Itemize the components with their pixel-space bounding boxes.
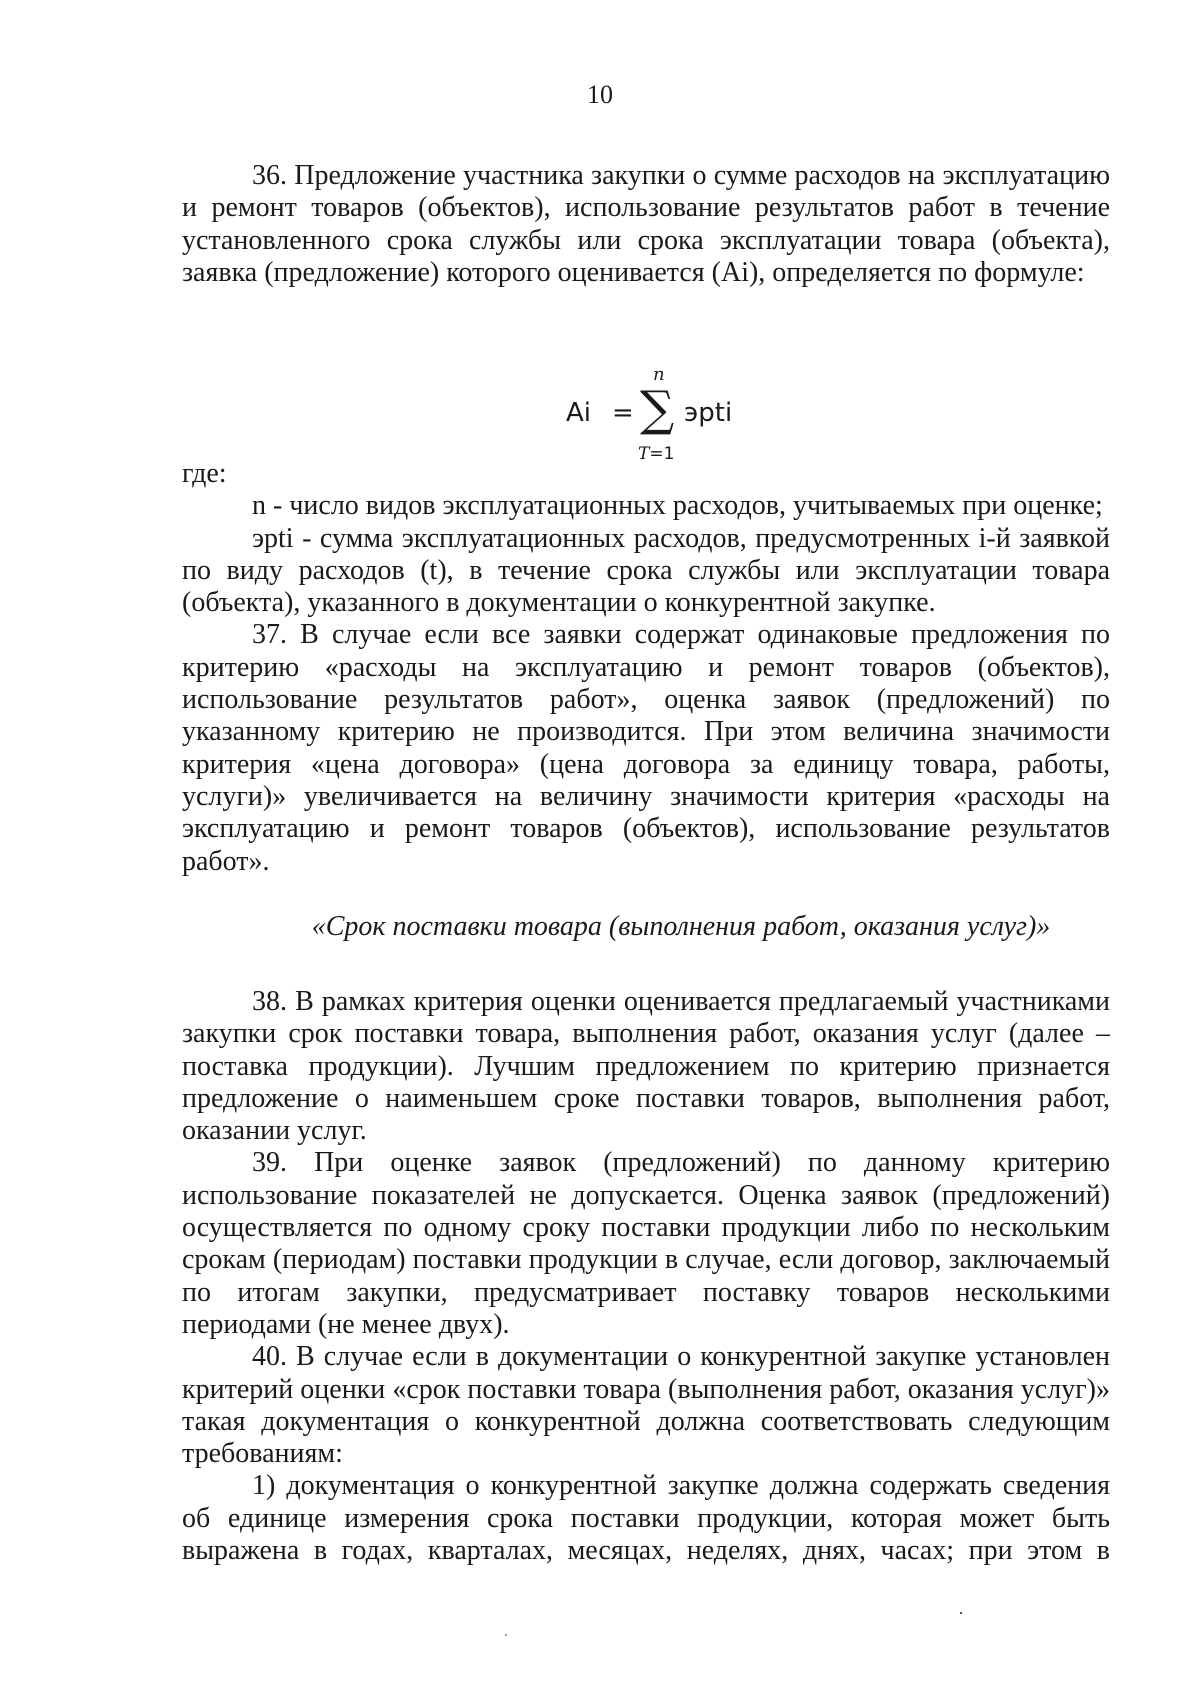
paragraph-36: 36. Предложение участника закупки о сумме расходов на эксплуатацию и ремонт товаров (объектов), использование результатов работ в течение установленного срока службы или срока эксплуатации товара (объекта), заявка (предложение) которого оценивается (Ai), определяется по формуле:	[182, 160, 1110, 288]
list-item-1: 1) документация о конкурентной закупке должна содержать сведения об единице измерения срока поставки продукции, которая может быть выражена в годах, кварталах, месяцах, неделях, днях, часах; при этом в	[182, 1470, 1110, 1567]
paragraph-block-2	[182, 458, 1110, 878]
formula-upper-limit: n	[653, 364, 665, 385]
summation-symbol: ∑	[640, 381, 675, 437]
paragraph-block-3	[182, 986, 1110, 1567]
paragraph-39: 39. При оценке заявок (предложений) по данному критерию использование показателей не допускается. Оценка заявок (предложений) осуществляется по одному сроку поставки продукции либо по нескольким срокам (периодам) поставки продукции в случае, если договор, заключаемый по итогам закупки, предусматривает поставку товаров несколькими периодами (не менее двух).	[182, 1147, 1110, 1340]
definition-n: n - число видов эксплуатационных расходов, учитываемых при оценке;	[252, 490, 1103, 522]
formula-lower-var: T	[638, 444, 650, 464]
paragraph-block-1	[182, 160, 1110, 289]
paragraph-38: 38. В рамках критерия оценки оценивается предлагаемый участниками закупки срок поставки товара, выполнения работ, оказания услуг (далее – поставка продукции). Лучшим предложением по критерию признается предложение о наименьшем сроке поставки товаров, выполнения работ, оказании услуг.	[182, 986, 1110, 1147]
where-label: где:	[182, 458, 227, 489]
formula-lhs: Ai	[566, 398, 592, 428]
formula-equals: =	[612, 398, 634, 428]
section-heading: «Срок поставки товара (выполнения работ, оказания услуг)»	[311, 911, 1051, 942]
formula-ai	[560, 360, 780, 470]
paragraph-37: 37. В случае если все заявки содержат одинаковые предложения по критерию «расходы на эксплуатацию и ремонт товаров (объектов), использование результатов работ», оценка заявок (предложений) по указанному критерию не производится. При этом величина значимости критерия «цена договора» (цена договора за единицу товара, работы, услуги)» увеличивается на величину значимости критерия «расходы на эксплуатацию и ремонт товаров (объектов), использование результатов работ».	[182, 619, 1110, 877]
page-number: 10	[587, 80, 613, 109]
scan-speck	[960, 1612, 962, 1614]
paragraph-40: 40. В случае если в документации о конкурентной закупке установлен критерий оценки «срок поставки товара (выполнения работ, оказания услуг)» такая документация о конкурентной должна соответствовать следующим требованиям:	[182, 1341, 1110, 1470]
formula-term: эрti	[684, 398, 733, 428]
scan-speck	[505, 1634, 507, 1636]
formula-lower-rest: =1	[649, 444, 675, 464]
definition-epti: эрti - сумма эксплуатационных расходов, предусмотренных i-й заявкой по виду расходов (t), в течение срока службы или эксплуатации товара (объекта), указанного в документации о конкурентной закупке.	[182, 522, 1110, 619]
